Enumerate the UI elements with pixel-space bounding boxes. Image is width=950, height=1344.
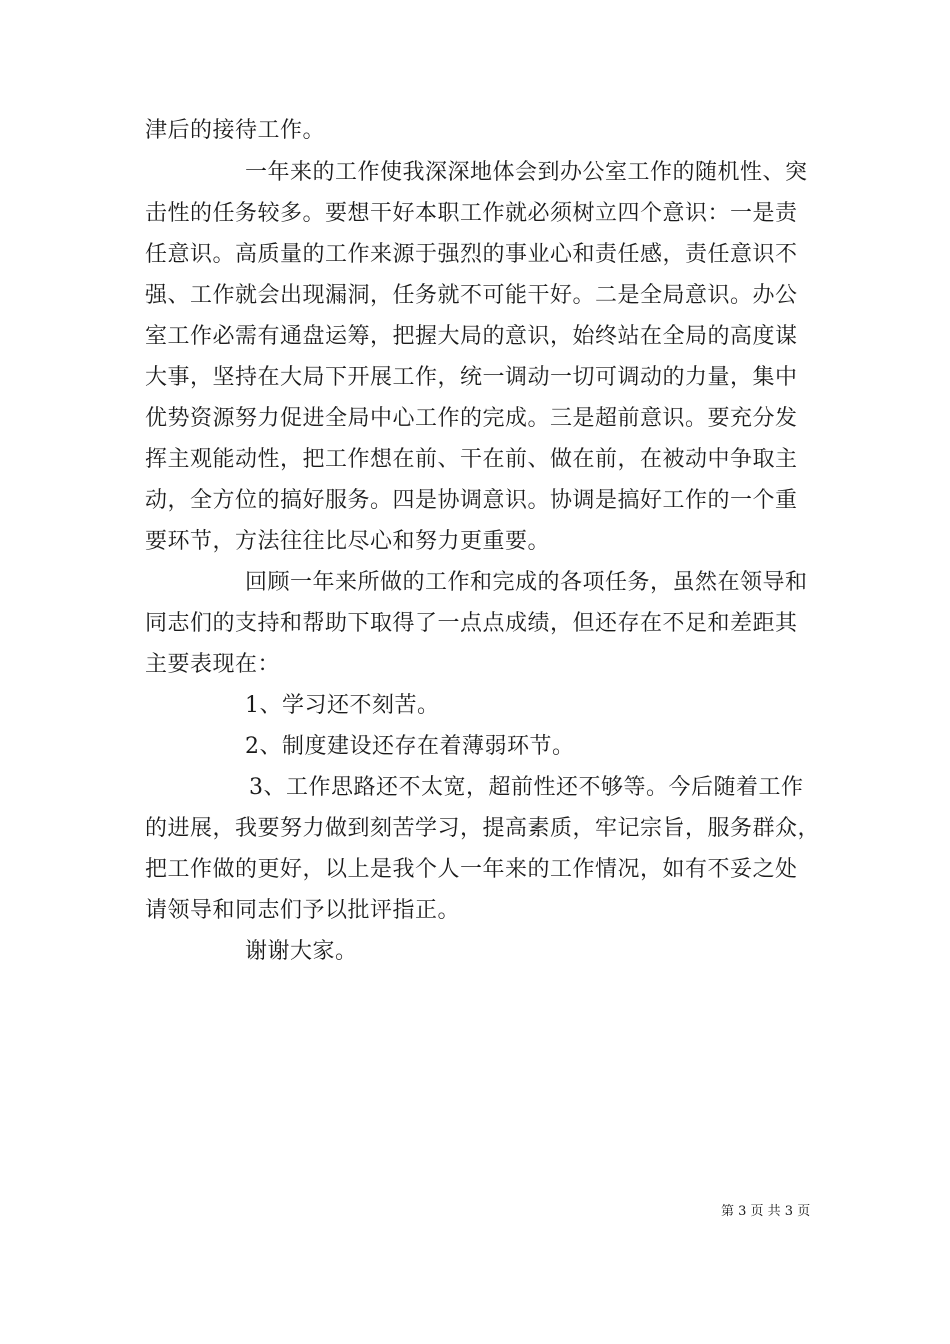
- body-text-line: 优势资源努力促进全局中心工作的完成。三是超前意识。要充分发: [145, 406, 798, 431]
- body-text-line: 挥主观能动性，把工作想在前、干在前、做在前，在被动中争取主: [145, 447, 798, 472]
- list-item: 2、制度建设还存在着薄弱环节。: [245, 734, 575, 759]
- page-number-footer: 第 3 页 共 3 页: [721, 1204, 811, 1219]
- body-text-line: 室工作必需有通盘运筹，把握大局的意识，始终站在全局的高度谋: [145, 324, 798, 349]
- body-text-line: 津后的接待工作。: [145, 118, 326, 143]
- body-text-line: 动，全方位的搞好服务。四是协调意识。协调是搞好工作的一个重: [145, 488, 798, 513]
- body-text-line: 的进展，我要努力做到刻苦学习，提高素质，牢记宗旨，服务群众，: [145, 816, 821, 841]
- body-text-line: 任意识。高质量的工作来源于强烈的事业心和责任感，责任意识不: [145, 242, 798, 267]
- body-text-line: 要环节，方法往往比尽心和努力更重要。: [145, 529, 551, 554]
- body-text-line: 强、工作就会出现漏洞，任务就不可能干好。二是全局意识。办公: [145, 283, 798, 308]
- body-text-line: 请领导和同志们予以批评指正。: [145, 898, 461, 923]
- body-text-line: 大事，坚持在大局下开展工作，统一调动一切可调动的力量，集中: [145, 365, 798, 390]
- closing-line: 谢谢大家。: [245, 939, 358, 964]
- paragraph-start-line: 回顾一年来所做的工作和完成的各项任务，虽然在领导和: [245, 570, 808, 595]
- list-item: 3、工作思路还不太宽，超前性还不够等。今后随着工作: [249, 775, 804, 800]
- body-text-line: 把工作做的更好，以上是我个人一年来的工作情况，如有不妥之处: [145, 857, 798, 882]
- paragraph-start-line: 一年来的工作使我深深地体会到办公室工作的随机性、突: [245, 160, 808, 185]
- body-text-line: 主要表现在：: [145, 652, 281, 677]
- list-item: 1、学习还不刻苦。: [245, 693, 440, 718]
- body-text-line: 击性的任务较多。要想干好本职工作就必须树立四个意识：一是责: [145, 201, 798, 226]
- body-text-line: 同志们的支持和帮助下取得了一点点成绩，但还存在不足和差距其: [145, 611, 798, 636]
